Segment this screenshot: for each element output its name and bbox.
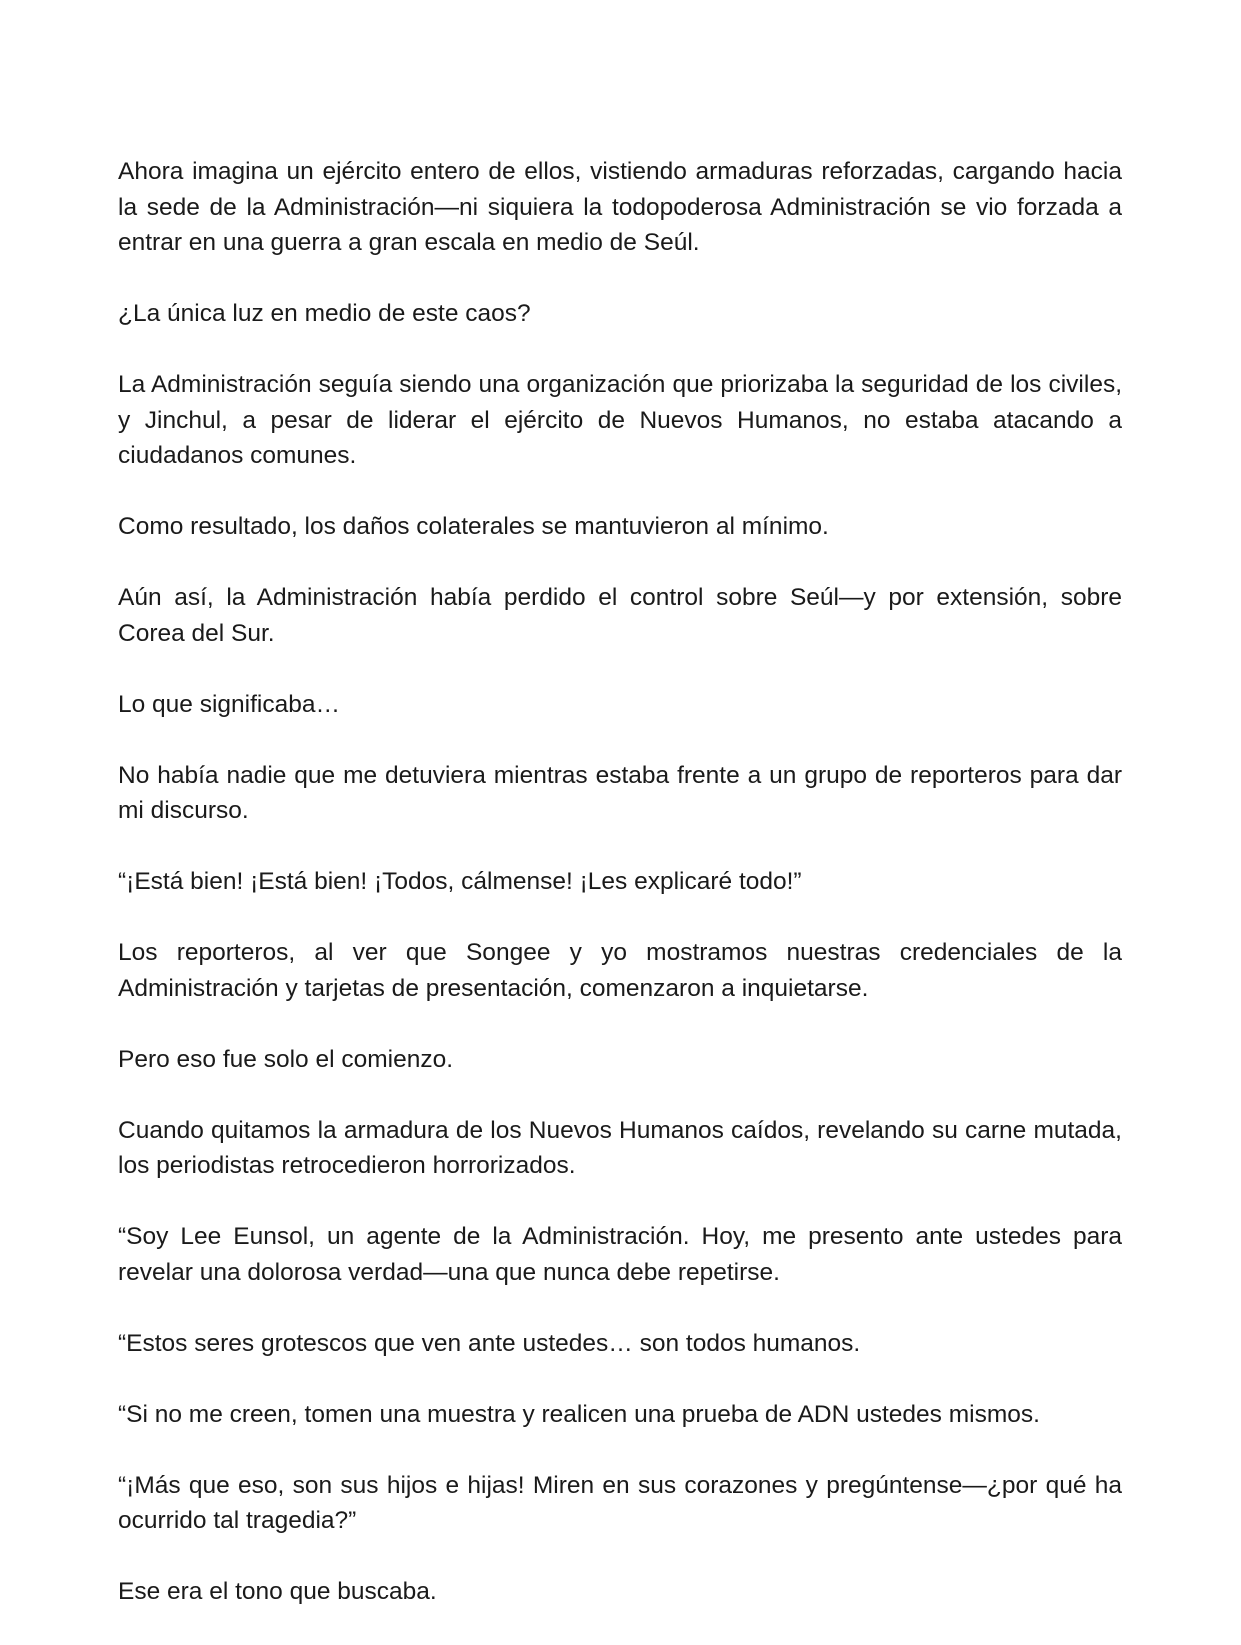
paragraph-15: “¡Más que eso, son sus hijos e hijas! Miren en sus corazones y pregúntense—¿por qué ha ocurrido tal tragedia?” <box>118 1471 1122 1534</box>
paragraph-7: No había nadie que me detuviera mientras estaba frente a un grupo de reporteros para dar mi discurso. <box>118 761 1122 824</box>
paragraph-10: Pero eso fue solo el comienzo. <box>118 1045 454 1073</box>
paragraph-11: Cuando quitamos la armadura de los Nuevos Humanos caídos, revelando su carne mutada, los periodistas retrocedieron horrorizados. <box>118 1116 1122 1179</box>
paragraph-12: “Soy Lee Eunsol, un agente de la Administración. Hoy, me presento ante ustedes para revelar una dolorosa verdad—una que nunca debe repetirse. <box>118 1223 1122 1286</box>
paragraph-14: “Si no me creen, tomen una muestra y realicen una prueba de ADN ustedes mismos. <box>118 1400 1040 1428</box>
paragraph-4: Como resultado, los daños colaterales se mantuvieron al mínimo. <box>118 513 829 540</box>
paragraph-1: Ahora imagina un ejército entero de ellos, vistiendo armaduras reforzadas, cargando hacia la sede de la Administración—ni siquiera la todopoderosa Administración se vio forzada a entrar en una guerra a gran escala en medio de Seúl. <box>118 158 1122 256</box>
document-body <box>118 154 1122 1645</box>
paragraph-6: Lo que significaba… <box>118 690 341 718</box>
paragraph-16: Ese era el tono que buscaba. <box>118 1578 437 1605</box>
paragraph-5: Aún así, la Administración había perdido el control sobre Seúl—y por extensión, sobre Corea del Sur. <box>118 584 1122 647</box>
paragraph-9: Los reporteros, al ver que Songee y yo mostramos nuestras credenciales de la Administración y tarjetas de presentación, comenzaron a inquietarse. <box>118 939 1122 1002</box>
paragraph-13: “Estos seres grotescos que ven ante ustedes… son todos humanos. <box>118 1329 861 1357</box>
paragraph-3: La Administración seguía siendo una organización que priorizaba la seguridad de los civiles, y Jinchul, a pesar de liderar el ejército de Nuevos Humanos, no estaba atacando a ciudadanos comunes. <box>118 371 1122 469</box>
paragraph-8: “¡Está bien! ¡Está bien! ¡Todos, cálmense! ¡Les explicaré todo!” <box>118 868 802 895</box>
paragraph-2: ¿La única luz en medio de este caos? <box>118 300 531 327</box>
